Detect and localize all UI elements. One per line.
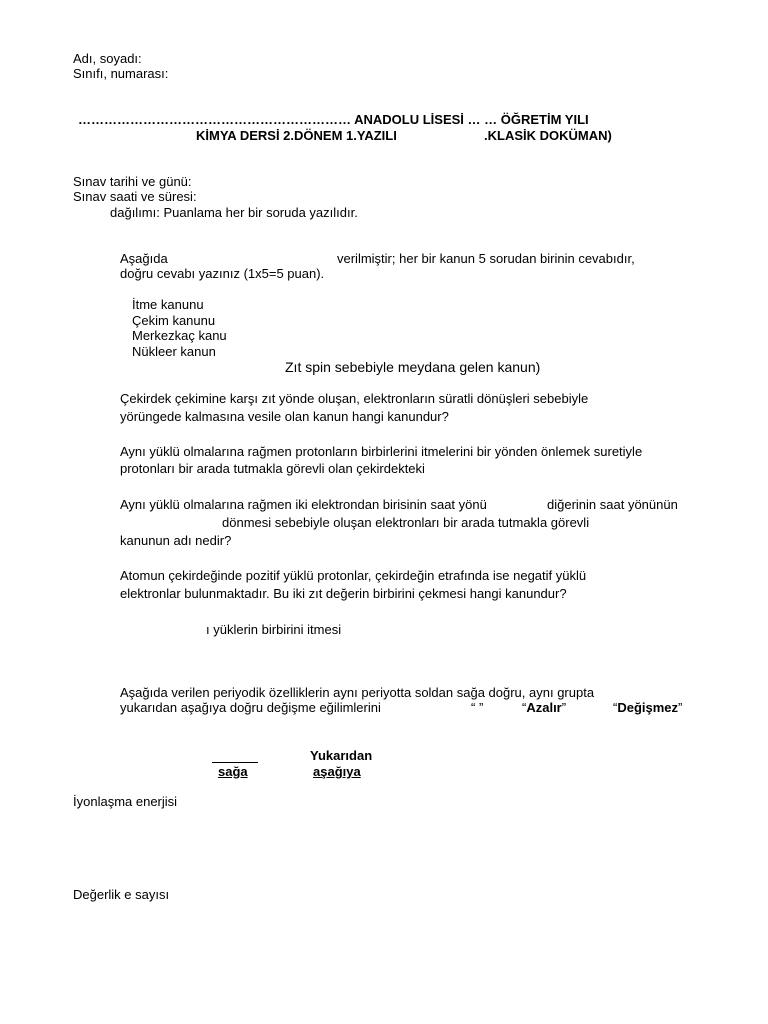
title-line-1: ……………………………………………………… ANADOLU LİSESİ … … ÖĞRETİM YILI <box>78 112 589 127</box>
law-item: Çekim kanunu <box>132 313 216 328</box>
question-3-line: Aynı yüklü olmalarına rağmen iki elektrondan birisinin saat yönü <box>120 497 487 512</box>
section1-intro-a: Aşağıda <box>120 251 168 266</box>
question-1-line: Çekirdek çekimine karşı zıt yönde oluşan, elektronların süratli dönüşleri sebebiyle <box>120 391 589 406</box>
question-3-line: diğerinin saat yönünün <box>547 497 678 512</box>
question-5-line: ı yüklerin birbirini itmesi <box>206 622 342 637</box>
question-3-line: dönmesi sebebiyle oluşan elektronları bir arada tutmakla görevli <box>222 515 590 530</box>
title-line-2-right: .KLASİK DOKÜMAN) <box>484 128 612 143</box>
option-azalir: “Azalır” <box>522 700 567 715</box>
question-2-line: protonları bir arada tutmakla görevli olan çekirdekteki <box>120 461 425 476</box>
section1-intro-b: verilmiştir; her bir kanun 5 sorudan birinin cevabıdır, <box>337 251 635 266</box>
section1-intro-c: doğru cevabı yazınız (1x5=5 puan). <box>120 266 325 281</box>
name-label: Adı, soyadı: <box>73 51 142 66</box>
points-distribution: dağılımı: Puanlama her bir soruda yazılıdır. <box>110 205 358 220</box>
law-item: İtme kanunu <box>132 297 204 312</box>
option-degismez: “Değişmez” <box>613 700 683 715</box>
section2-intro-1: Aşağıda verilen periyodik özelliklerin aynı periyotta soldan sağa doğru, aynı grupta <box>120 685 595 700</box>
option-blank: “ ” <box>471 700 484 715</box>
column-header-yukaridan: Yukarıdan <box>310 748 373 763</box>
title-line-2-left: KİMYA DERSİ 2.DÖNEM 1.YAZILI <box>196 128 397 143</box>
law-item: Merkezkaç kanu <box>132 328 227 343</box>
column-header-asagiya: aşağıya <box>313 764 361 779</box>
column-header-saga: sağa <box>218 764 248 779</box>
question-1-line: yörüngede kalmasına vesile olan kanun hangi kanundur? <box>120 409 449 424</box>
header-rule <box>212 762 258 763</box>
question-4-line: Atomun çekirdeğinde pozitif yüklü protonlar, çekirdeğin etrafında ise negatif yüklü <box>120 568 587 583</box>
question-3-line: kanunun adı nedir? <box>120 533 232 548</box>
question-2-line: Aynı yüklü olmalarına rağmen protonların birbirlerini itmelerini bir yönden önlemek suretiyle <box>120 444 643 459</box>
section2-intro-2: yukarıdan aşağıya doğru değişme eğilimlerini <box>120 700 381 715</box>
question-4-line: elektronlar bulunmaktadır. Bu iki zıt değerin birbirini çekmesi hangi kanundur? <box>120 586 567 601</box>
law-item: Nükleer kanun <box>132 344 216 359</box>
spin-law: Zıt spin sebebiyle meydana gelen kanun) <box>285 359 541 375</box>
exam-time-label: Sınav saati ve süresi: <box>73 189 197 204</box>
table-row-label: İyonlaşma enerjisi <box>73 794 178 809</box>
exam-date-label: Sınav tarihi ve günü: <box>73 174 192 189</box>
table-row-label: Değerlik e sayısı <box>73 887 170 902</box>
class-label: Sınıfı, numarası: <box>73 66 169 81</box>
